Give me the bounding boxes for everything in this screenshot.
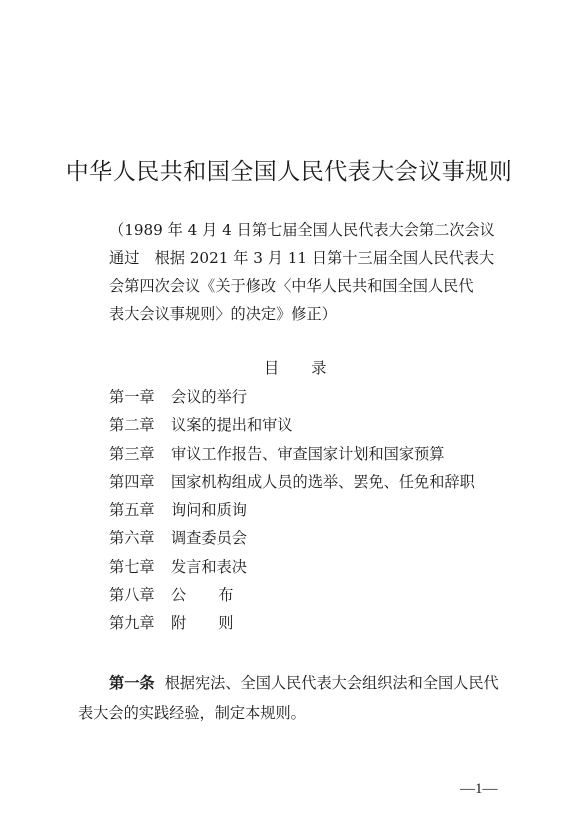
toc-chapter-title: 审议工作报告、审查国家计划和国家预算 [171,444,445,463]
toc-item [109,498,475,526]
adoption-note-line: 会第四次会议《关于修改〈中华人民共和国全国人民代 [109,277,474,295]
toc-chapter-title: 询问和质询 [171,501,247,520]
article-text: 根据宪法、全国人民代表大会组织法和全国人民代 [164,674,499,692]
article-label: 第一条 [109,674,155,692]
toc-item [109,555,475,583]
toc-chapter-title-char: 附 [171,614,187,633]
toc-chapter-number: 第七章 [109,557,155,576]
toc-chapter-title: 议案的提出和审议 [171,416,293,435]
toc-chapter-title: 会议的举行 [171,388,247,406]
toc-item [109,583,475,611]
toc-chapter-number: 第九章 [109,614,155,633]
toc-chapter-title-char: 布 [218,586,234,605]
article-1 [78,668,518,728]
toc-item [109,526,475,554]
toc-item [109,442,475,470]
toc-chapter-title-char: 公 [171,586,187,605]
toc-chapter-title-char: 则 [218,614,234,633]
adoption-note-line: 表大会议事规则〉的决定》修正） [109,305,337,323]
toc-heading-left: 目 [264,359,280,377]
toc-chapter-title: 发言和表决 [171,557,247,576]
toc-item [109,611,475,639]
toc-chapter-number: 第二章 [109,416,155,435]
table-of-contents [109,385,475,640]
article-text: 表大会的实践经验，制定本规则。 [78,704,306,722]
toc-chapter-title: 调查委员会 [171,529,247,548]
toc-chapter-number: 第六章 [109,529,155,548]
toc-item [109,413,475,441]
toc-chapter-number: 第一章 [109,388,155,406]
toc-item [109,470,475,498]
toc-heading-right: 录 [311,359,327,377]
toc-chapter-number: 第三章 [109,444,155,463]
adoption-note-line: （1989 年 4 月 4 日第七届全国人民代表大会第二次会议 [109,221,495,239]
page-number: —1— [460,781,498,797]
toc-chapter-title: 国家机构组成人员的选举、罢免、任免和辞职 [171,472,475,491]
toc-chapter-number: 第五章 [109,501,155,520]
toc-chapter-number: 第四章 [109,472,155,491]
adoption-note [109,216,509,328]
toc-item [109,385,475,413]
toc-chapter-number: 第八章 [109,586,155,605]
toc-heading [264,356,326,380]
document-title: 中华人民共和国全国人民代表大会议事规则 [65,159,513,185]
adoption-note-line: 通过 根据 2021 年 3 月 11 日第十三届全国人民代表大 [109,249,495,267]
